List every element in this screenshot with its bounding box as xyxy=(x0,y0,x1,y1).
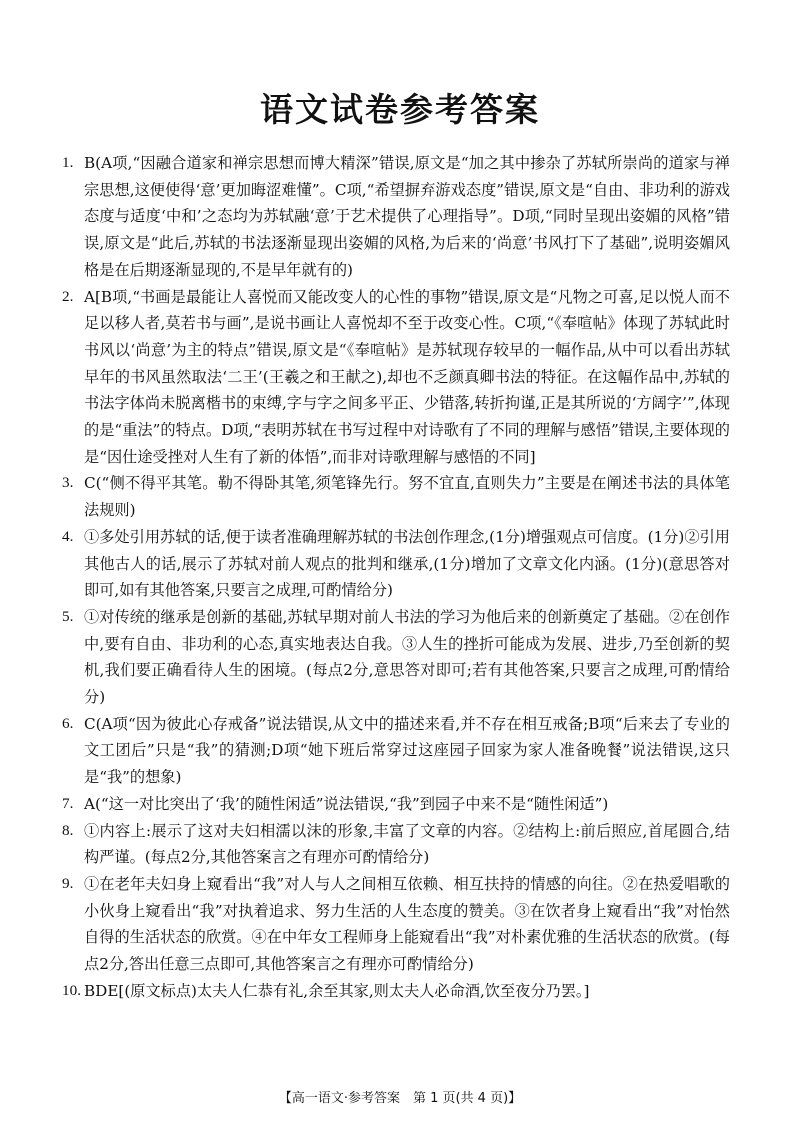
answer-number: 3. xyxy=(62,474,74,492)
answer-number: 10. xyxy=(62,981,81,999)
answer-text: ①在老年夫妇身上窥看出“我”对人与人之间相互依赖、相互扶持的情感的向往。②在热爱唱歌的小伙身上窥看出“我”对执着追求、努力生活的人生态度的赞美。③在饮者身上窥看出“我”对怡然自得的生活状态的欣赏。④在中年女工程师身上能窥看出“我”对朴素优雅的生活状态的欣赏。(每点2分,答出任意三点即可,其他答案言之有理亦可酌情给分) xyxy=(84,874,730,974)
answer-text: A[B项,“书画是最能让人喜悦而又能改变人的心性的事物”错误,原文是“凡物之可喜,足以悦人而不足以移人者,莫若书与画”,是说书画让人喜悦却不至于改变心性。C项,“《奉喧帖》体现了苏轼此时书风以‘尚意’为主的特点”错误,原文是“《奉喧帖》是苏轼现存较早的一幅作品,从中可以看出苏轼早年的书风虽然取法‘二王’(王羲之和王献之),却也不乏颜真卿书法的特征。在这幅作品中,苏轼的书法字体尚未脱离楷书的束缚,字与字之间多平正、少错落,转折拘谨,正是其所说的‘方阔字’”,体现的是“重法”的特点。D项,“表明苏轼在书写过程中对诗歌有了不同的理解与感悟”错误,主要体现的是“因仕途受挫对人生有了新的体悟”,而非对诗歌理解与感悟的不同] xyxy=(84,287,730,466)
answer-item xyxy=(62,604,730,711)
answer-text: BDE[(原文标点)太夫人仁恭有礼,余至其家,则太夫人必命酒,饮至夜分乃罢。] xyxy=(84,981,590,1000)
answer-text: A(“这一对比突出了‘我’的随性闲适”说法错误,“我”到园子中来不是“随性闲适”) xyxy=(84,794,609,813)
answer-text: ①对传统的继承是创新的基础,苏轼早期对前人书法的学习为他后来的创新奠定了基础。②在创作中,要有自由、非功利的心态,真实地表达自我。③人生的挫折可能成为发展、进步,乃至创新的契机,我们要正确看待人生的困境。(每点2分,意思答对即可;若有其他答案,只要言之成理,可酌情给分) xyxy=(84,607,730,707)
answer-item xyxy=(62,818,730,871)
document-title: 语文试卷参考答案 xyxy=(260,90,540,129)
answer-text: C(A项“因为彼此心存戒备”说法错误,从文中的描述来看,并不存在相互戒备;B项“后来去了专业的文工团后”只是“我”的猜测;D项“她下班后常穿过这座园子回家为家人准备晚餐”说法错误,这只是“我”的想象) xyxy=(84,714,730,787)
answer-item xyxy=(62,978,730,1005)
answer-item xyxy=(62,284,730,471)
answer-number: 7. xyxy=(62,794,74,812)
answer-number: 5. xyxy=(62,607,74,625)
answer-number: 2. xyxy=(62,287,74,305)
answer-text: C(“侧不得平其笔。勒不得卧其笔,须笔锋先行。努不宜直,直则失力”主要是在阐述书法的具体笔法规则) xyxy=(84,474,730,520)
answer-text: B(A项,“因融合道家和禅宗思想而博大精深”错误,原文是“加之其中掺杂了苏轼所崇尚的道家与禅宗思想,这便使得‘意’更加晦涩难懂”。C项,“希望摒弃游戏态度”错误,原文是“自由、非功利的游戏态度与适度‘中和’之态均为苏轼融‘意’于艺术提供了心理指导”。D项,“同时呈现出姿媚的风格”错误,原文是“此后,苏轼的书法逐渐显现出姿媚的风格,为后来的‘尚意’书风打下了基础”,说明姿媚风格是在后期逐渐显现的,不是早年就有的) xyxy=(84,154,730,279)
answer-text: ①内容上:展示了这对夫妇相濡以沫的形象,丰富了文章的内容。②结构上:前后照应,首尾圆合,结构严谨。(每点2分,其他答案言之有理亦可酌情给分) xyxy=(84,821,730,867)
answer-number: 6. xyxy=(62,714,74,732)
answer-item xyxy=(62,871,730,978)
answer-item xyxy=(62,150,730,284)
answer-item xyxy=(62,791,730,818)
answer-item xyxy=(62,711,730,791)
answer-list xyxy=(62,150,730,1005)
answer-number: 8. xyxy=(62,821,74,839)
answer-number: 1. xyxy=(62,154,74,171)
answer-number: 4. xyxy=(62,527,74,545)
answer-text: ①多处引用苏轼的话,便于读者准确理解苏轼的书法创作理念,(1分)增强观点可信度。(1分)②引用其他古人的话,展示了苏轼对前人观点的批判和继承,(1分)增加了文章文化内涵。(1分)(意思答对即可,如有其他答案,只要言之成理,可酌情给分) xyxy=(84,527,730,600)
page-footer: 【高一语文·参考答案 第 1 页(共 4 页)】 xyxy=(278,1091,522,1106)
answer-item xyxy=(62,470,730,523)
answer-item xyxy=(62,524,730,604)
answer-number: 9. xyxy=(62,874,74,892)
